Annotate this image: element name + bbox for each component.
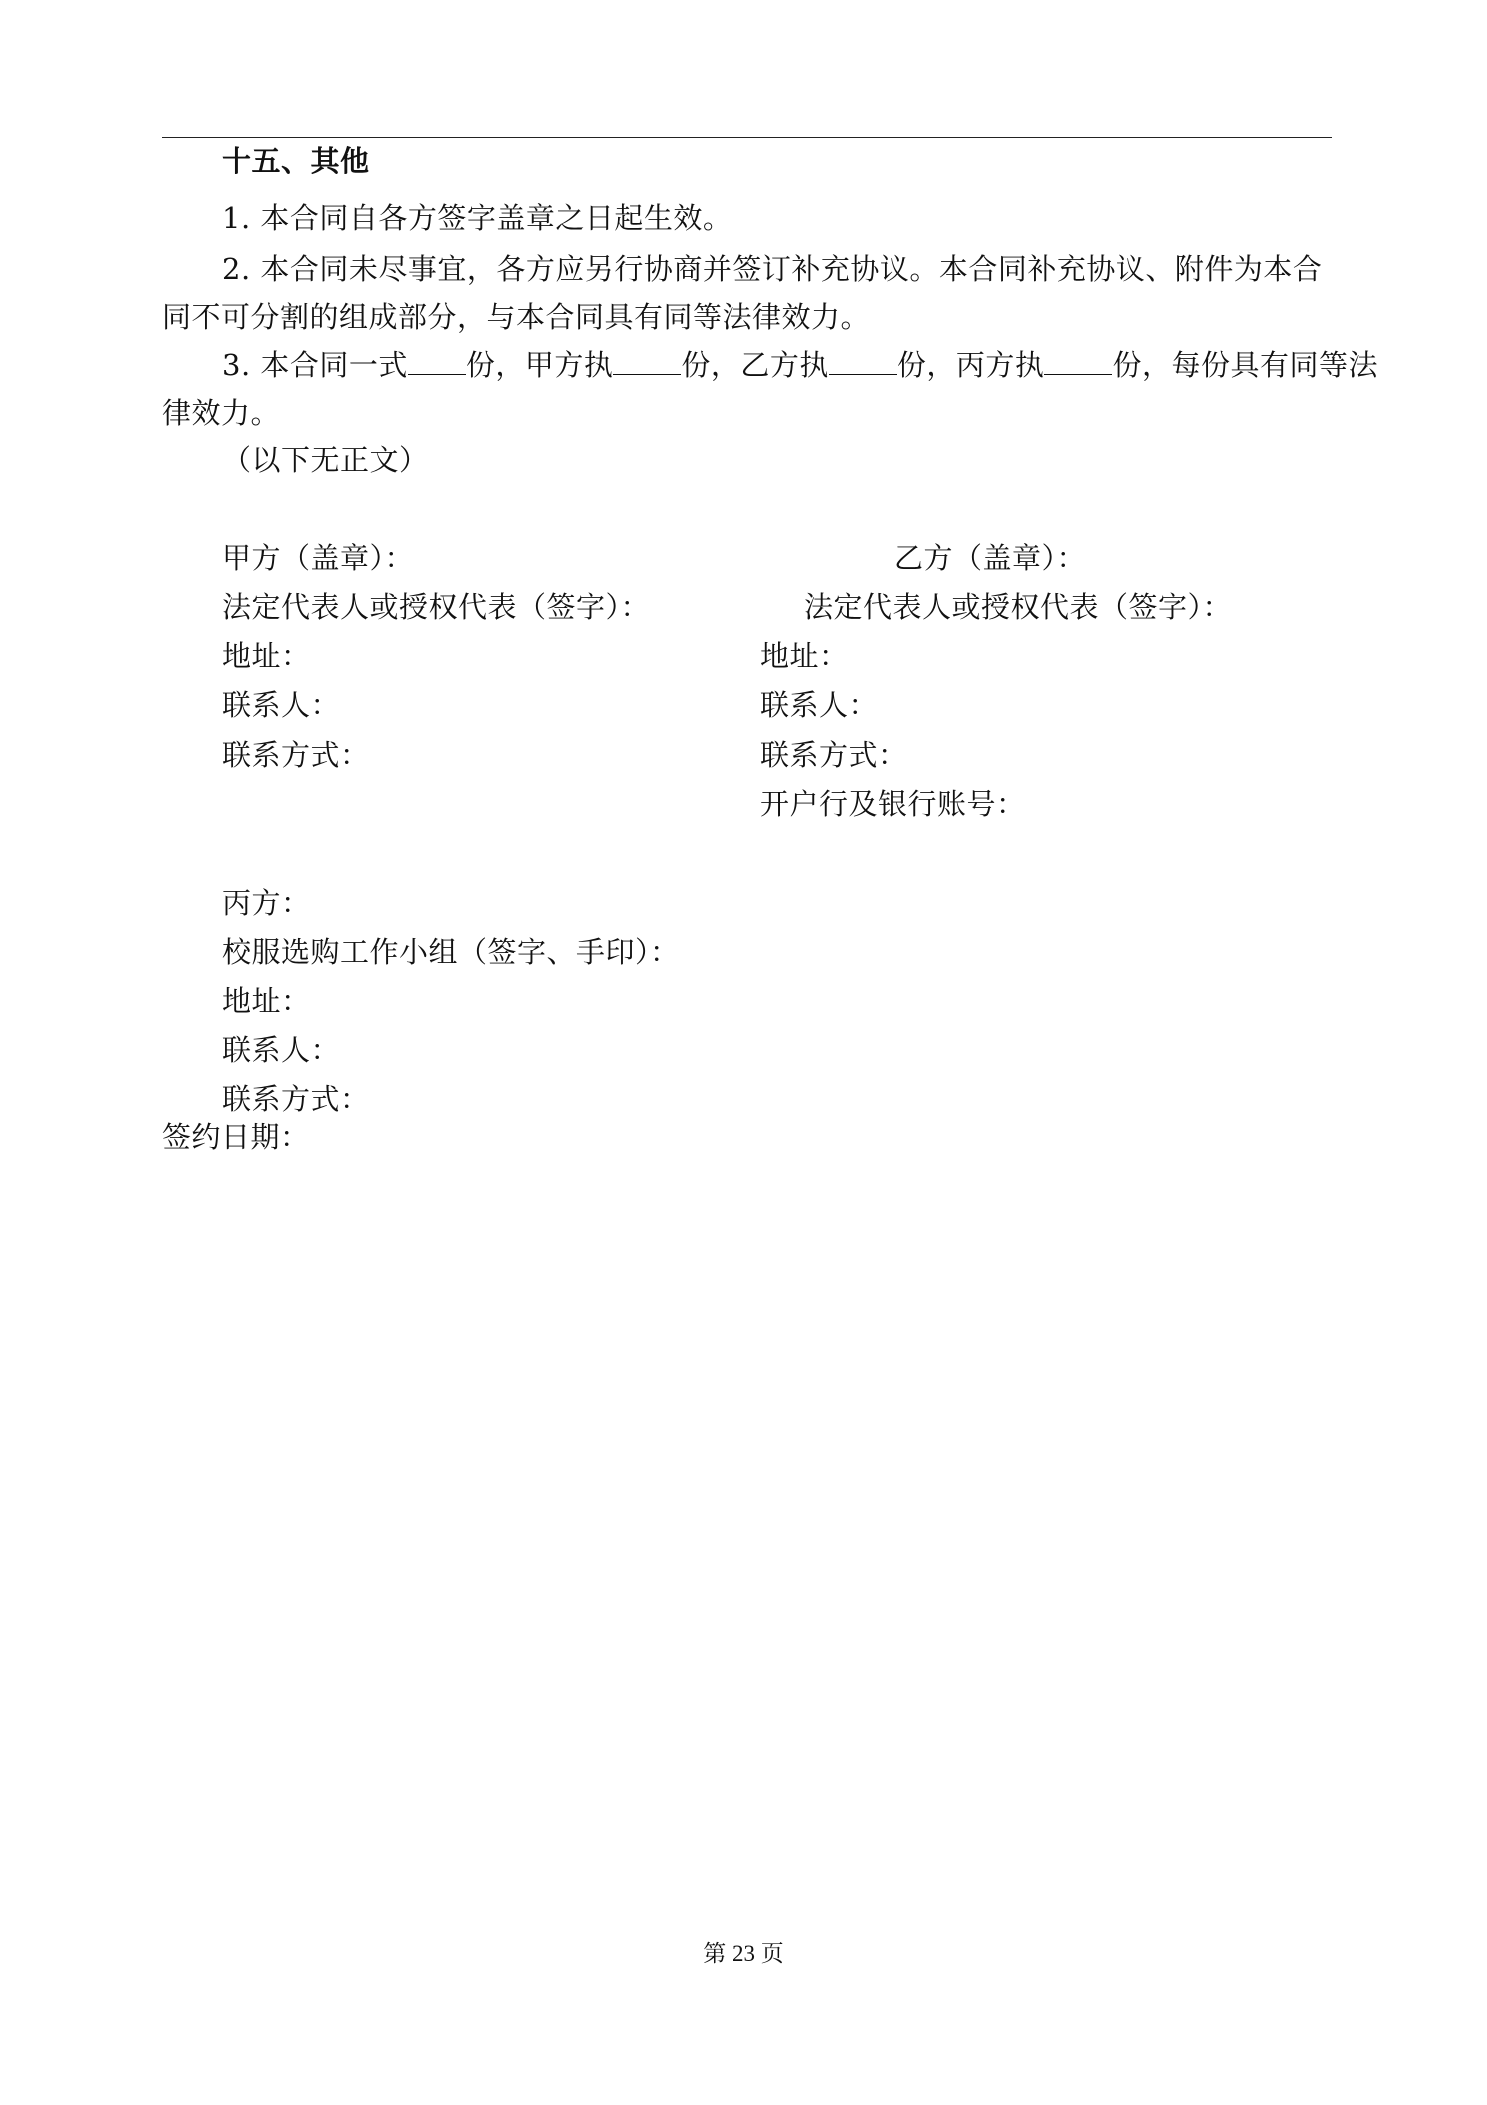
page-number: 第 23 页 [703,1941,784,1966]
clause-3-line-2: 律效力。 [162,396,281,430]
clause-3-line-1 [222,347,1378,383]
clause-3-part: 份，丙方执 [896,348,1045,382]
party-b-representative: 法定代表人或授权代表（签字）： [804,590,1233,624]
party-c-address: 地址： [222,984,311,1018]
clause-3-part: 3. 本合同一式 [222,348,408,382]
party-a-address: 地址： [222,639,311,673]
party-b-contact-person: 联系人： [760,688,879,722]
copies-party-a-blank[interactable] [613,348,681,375]
party-c-group: 校服选购工作小组（签字、手印）： [222,935,680,969]
copies-total-blank[interactable] [408,348,466,375]
party-c-contact-person: 联系人： [222,1033,341,1067]
signing-date: 签约日期： [162,1120,310,1154]
party-c-label: 丙方： [222,886,311,920]
party-b-bank: 开户行及银行账号： [760,787,1026,821]
party-b-address: 地址： [760,639,849,673]
party-a-contact-info: 联系方式： [222,738,370,772]
clause-3-part: 份，每份具有同等法 [1112,348,1378,382]
clause-1: 1. 本合同自各方签字盖章之日起生效。 [222,201,733,235]
party-c-contact-info: 联系方式： [222,1082,370,1116]
section-title: 十五、其他 [222,144,370,178]
party-b-contact-info: 联系方式： [760,738,908,772]
copies-party-c-blank[interactable] [1044,348,1112,375]
party-b-seal: 乙方（盖章）： [894,541,1087,575]
clause-3-part: 份，乙方执 [681,348,829,382]
copies-party-b-blank[interactable] [829,348,897,375]
party-a-representative: 法定代表人或授权代表（签字）： [222,590,651,624]
clause-2-line-2: 同不可分割的组成部分，与本合同具有同等法律效力。 [162,300,871,334]
clause-2-line-1: 2. 本合同未尽事宜，各方应另行协商并签订补充协议。本合同补充协议、附件为本合 [222,252,1323,286]
party-a-seal: 甲方（盖章）： [222,541,415,575]
clause-3-part: 份，甲方执 [465,348,614,382]
party-a-contact-person: 联系人： [222,688,341,722]
no-more-text: （以下无正文） [222,443,429,477]
header-rule [162,137,1332,138]
